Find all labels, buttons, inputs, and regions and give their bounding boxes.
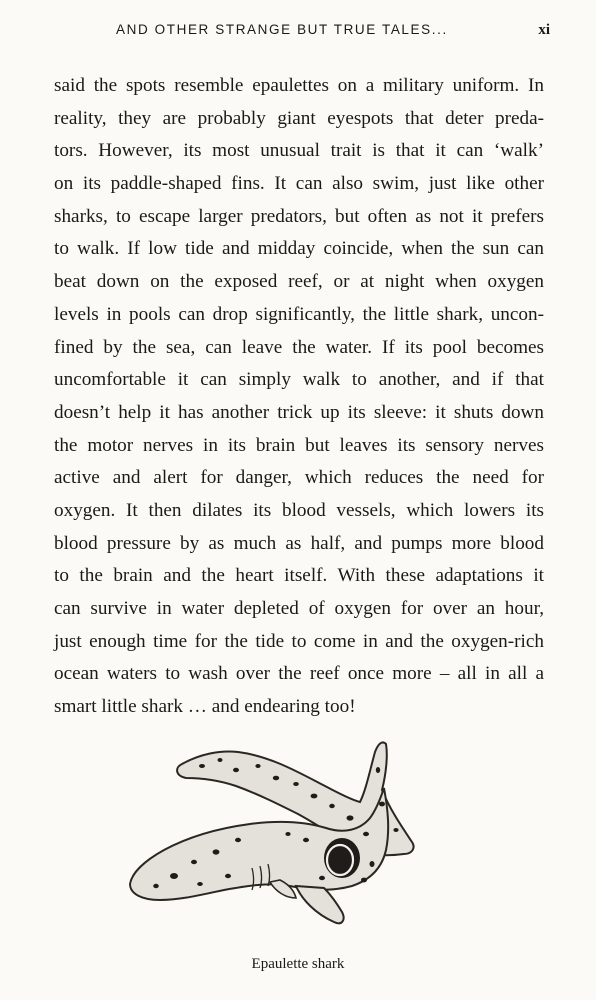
text-line: beat down on the exposed reef, or at night when oxygen xyxy=(54,271,544,293)
epaulette-shark-illustration xyxy=(120,730,440,940)
text-line: blood pressure by as much as half, and pumps more blood xyxy=(54,532,544,554)
text-line: said the spots resemble epaulettes on a military uniform. In xyxy=(54,75,544,96)
body-paragraph xyxy=(54,70,544,724)
text-line: on its paddle-shaped fins. It can also swim, just like other xyxy=(54,173,544,195)
text-line: levels in pools can drop significantly, the little shark, uncon- xyxy=(54,303,544,325)
running-title: AND OTHER STRANGE BUT TRUE TALES... xyxy=(116,22,448,37)
running-head xyxy=(0,22,596,46)
text-line: ocean waters to wash over the reef once more – all in all a xyxy=(54,663,544,685)
text-line: can survive in water depleted of oxygen for over an hour, xyxy=(54,598,544,619)
text-line: smart little shark … and endearing too! xyxy=(54,696,356,718)
text-line: doesn’t help it has another trick up its sleeve: it shuts down xyxy=(54,401,544,423)
text-line: active and alert for danger, which reduces the need for xyxy=(54,467,544,489)
text-line: fined by the sea, can leave the water. If its pool becomes xyxy=(54,336,544,358)
text-line: reality, they are probably giant eyespots that deter preda- xyxy=(54,107,544,129)
text-line: the motor nerves in its brain but leaves its sensory nerves xyxy=(54,434,544,456)
text-line: oxygen. It then dilates its blood vessels, which lowers its xyxy=(54,499,544,521)
text-line: uncomfortable it can simply walk to another, and if that xyxy=(54,369,544,391)
text-line: to the brain and the heart itself. With these adaptations it xyxy=(54,565,544,587)
text-line: just enough time for the tide to come in and the oxygen-rich xyxy=(54,630,544,652)
figure-caption: Epaulette shark xyxy=(251,956,345,972)
text-line: tors. However, its most unusual trait is that it can ‘walk’ xyxy=(54,140,544,162)
text-line: to walk. If low tide and midday coincide, when the sun can xyxy=(54,238,544,260)
page-number: xi xyxy=(538,22,550,38)
text-line: sharks, to escape larger predators, but often as not it prefers xyxy=(54,205,544,227)
